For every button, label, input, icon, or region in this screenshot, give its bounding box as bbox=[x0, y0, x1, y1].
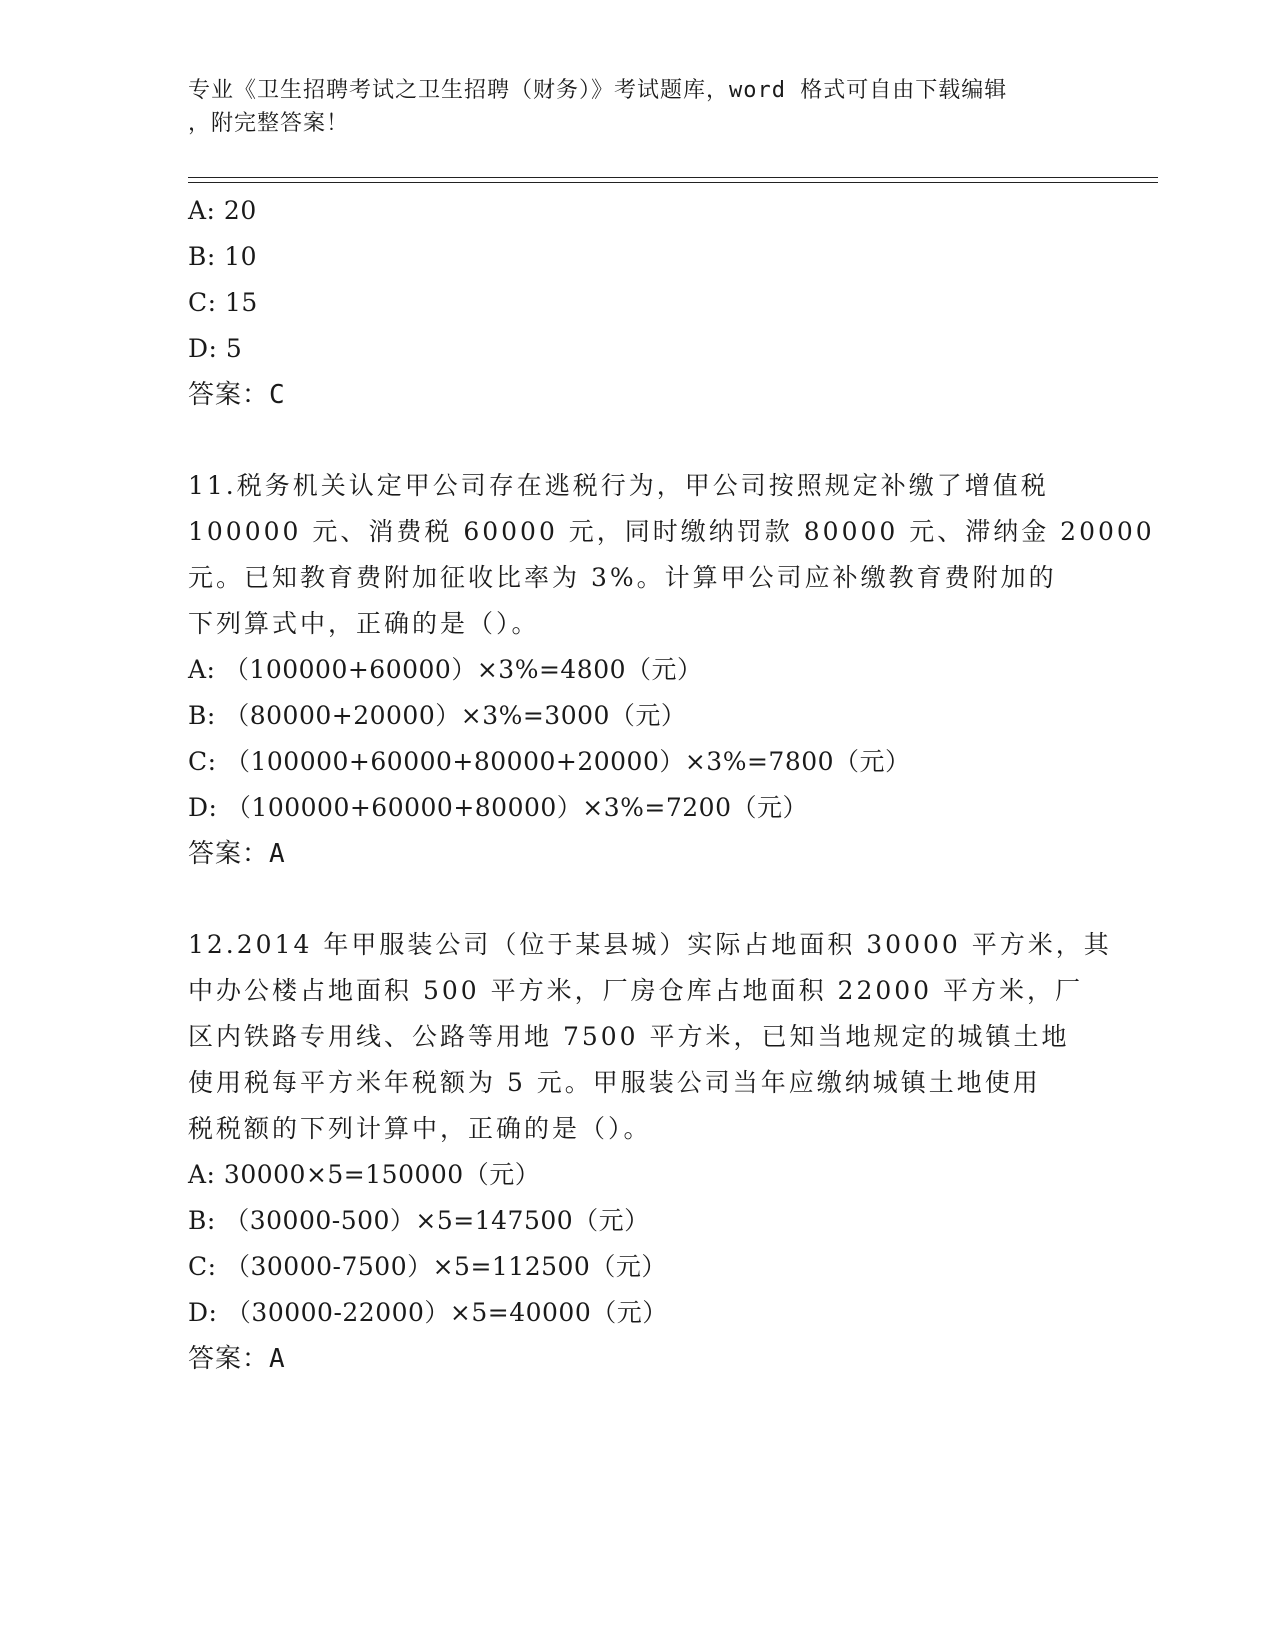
option-d: D: 5 bbox=[188, 334, 243, 363]
document-header bbox=[188, 74, 1068, 140]
question-12-stem bbox=[188, 922, 1112, 1152]
question-10-answer: 答案：C bbox=[188, 380, 286, 410]
question-11-stem bbox=[188, 463, 1155, 647]
question-12-answer: 答案：A bbox=[188, 1344, 286, 1374]
stem-line: 下列算式中，正确的是（）。 bbox=[188, 609, 540, 638]
stem-line: 12.2014 年甲服装公司（位于某县城）实际占地面积 30000 平方米，其 bbox=[188, 930, 1112, 959]
question-spacer bbox=[188, 877, 1088, 922]
header-line-1: 专业《卫生招聘考试之卫生招聘（财务）》考试题库，word 格式可自由下载编辑 bbox=[188, 78, 1008, 103]
option-a: A: 20 bbox=[188, 196, 257, 225]
question-11-options bbox=[188, 647, 1088, 831]
stem-line: 使用税每平方米年税额为 5 元。甲服装公司当年应缴纳城镇土地使用 bbox=[188, 1068, 1041, 1097]
option-a: A: 30000×5=150000（元） bbox=[188, 1160, 541, 1189]
header-divider-bottom bbox=[188, 182, 1158, 183]
header-line-2: ，附完整答案！ bbox=[188, 111, 350, 136]
stem-line: 100000 元、消费税 60000 元，同时缴纳罚款 80000 元、滞纳金 20000 bbox=[188, 517, 1155, 546]
option-d: D: （30000-22000）×5=40000（元） bbox=[188, 1298, 668, 1327]
question-spacer bbox=[188, 418, 1088, 463]
option-a: A: （100000+60000）×3%=4800（元） bbox=[188, 655, 703, 684]
option-c: C: （100000+60000+80000+20000）×3%=7800（元） bbox=[188, 747, 911, 776]
stem-line: 中办公楼占地面积 500 平方米，厂房仓库占地面积 22000 平方米，厂 bbox=[188, 976, 1084, 1005]
option-b: B: 10 bbox=[188, 242, 258, 271]
question-content bbox=[188, 188, 1155, 1382]
header-divider-top bbox=[188, 177, 1158, 178]
stem-line: 税税额的下列计算中，正确的是（）。 bbox=[188, 1114, 652, 1143]
option-d: D: （100000+60000+80000）×3%=7200（元） bbox=[188, 793, 808, 822]
question-12-options bbox=[188, 1152, 1088, 1336]
option-b: B: （30000-500）×5=147500（元） bbox=[188, 1206, 650, 1235]
option-c: C: 15 bbox=[188, 288, 258, 317]
stem-line: 11.税务机关认定甲公司存在逃税行为，甲公司按照规定补缴了增值税 bbox=[188, 471, 1049, 500]
option-c: C: （30000-7500）×5=112500（元） bbox=[188, 1252, 667, 1281]
stem-line: 区内铁路专用线、公路等用地 7500 平方米，已知当地规定的城镇土地 bbox=[188, 1022, 1070, 1051]
stem-line: 元。已知教育费附加征收比率为 3%。计算甲公司应补缴教育费附加的 bbox=[188, 563, 1057, 592]
option-b: B: （80000+20000）×3%=3000（元） bbox=[188, 701, 687, 730]
question-11-answer: 答案：A bbox=[188, 839, 286, 869]
question-10-options bbox=[188, 188, 1088, 372]
